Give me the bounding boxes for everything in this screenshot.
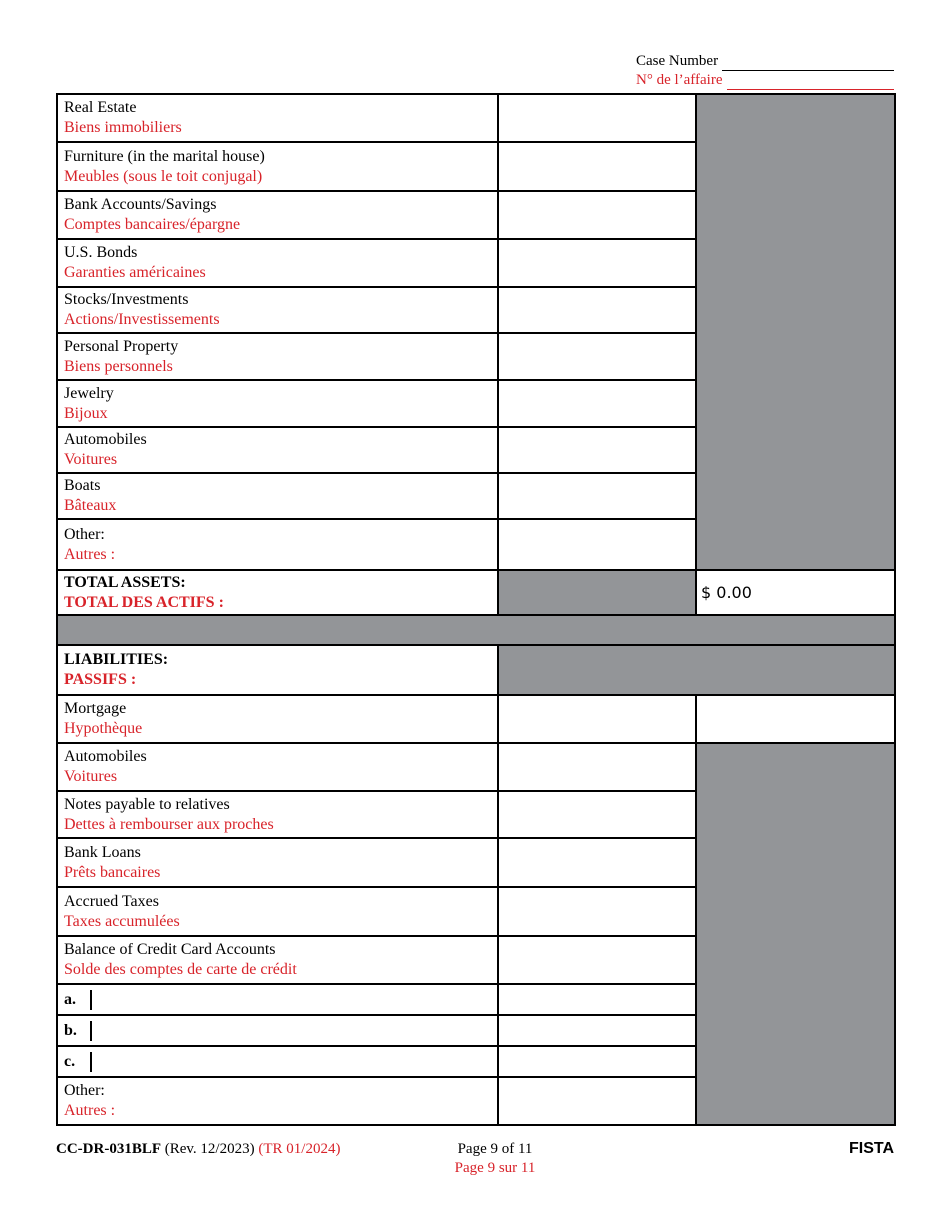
liabilities-header-row [57, 645, 895, 695]
row-label: Bank Loans Prêts bancaires [57, 838, 498, 887]
row-label: Bank Accounts/Savings Comptes bancaires/épargne [57, 191, 498, 239]
row-label: Jewelry Bijoux [57, 380, 498, 427]
row-label: Automobiles Voitures [57, 427, 498, 473]
total-assets-row [57, 570, 895, 615]
row-label: U.S. Bonds Garanties américaines [57, 239, 498, 287]
amount-field[interactable] [498, 94, 696, 142]
separator-row [57, 615, 895, 645]
shaded-cell [696, 743, 895, 1125]
row-label: Accrued Taxes Taxes accumulées [57, 887, 498, 936]
amount-field[interactable] [498, 239, 696, 287]
shaded-cell [696, 94, 895, 570]
case-number-block [636, 52, 894, 90]
amount-field[interactable] [498, 887, 696, 936]
case-number-line [636, 52, 894, 71]
shaded-cell [498, 570, 696, 615]
amount-field[interactable] [498, 695, 696, 743]
row-label: Balance of Credit Card Accounts Solde des comptes de carte de crédit [57, 936, 498, 984]
row-label: Automobiles Voitures [57, 743, 498, 791]
brand-label: FISTA [848, 1140, 894, 1157]
amount-field[interactable] [498, 984, 696, 1015]
total-assets-label: TOTAL ASSETS: TOTAL DES ACTIFS : [57, 570, 498, 615]
shaded-cell [498, 645, 895, 695]
amount-field[interactable] [498, 427, 696, 473]
total-assets-value[interactable]: $ 0.00 [696, 570, 895, 615]
table-row [57, 94, 895, 142]
liabilities-heading: LIABILITIES: PASSIFS : [57, 645, 498, 695]
card-description-field[interactable] [92, 1021, 497, 1041]
amount-field[interactable] [498, 1015, 696, 1046]
row-label: Notes payable to relatives Dettes à rembourser aux proches [57, 791, 498, 838]
case-number-label: Case Number [636, 53, 719, 69]
row-label: Mortgage Hypothèque [57, 695, 498, 743]
row-label: Personal Property Biens personnels [57, 333, 498, 380]
amount-field[interactable] [498, 743, 696, 791]
amount-field[interactable] [498, 936, 696, 984]
form-number: CC-DR-031BLF [56, 1141, 161, 1157]
card-description-field[interactable] [92, 1052, 497, 1072]
table-row [57, 743, 895, 791]
amount-field[interactable] [498, 287, 696, 333]
shaded-cell [57, 615, 895, 645]
line-letter: a. [58, 990, 92, 1010]
case-number-line-fr [636, 71, 894, 90]
form-id [56, 1141, 340, 1158]
amount-field[interactable] [498, 380, 696, 427]
row-label: Boats Bâteaux [57, 473, 498, 519]
row-label: Stocks/Investments Actions/Investissements [57, 287, 498, 333]
row-label: Real Estate Biens immobiliers [57, 94, 498, 142]
amount-field[interactable] [498, 838, 696, 887]
amount-field[interactable] [498, 1077, 696, 1125]
case-number-label-fr: N° de l’affaire [636, 72, 723, 88]
amount-field[interactable] [498, 519, 696, 570]
row-label: Other: Autres : [57, 519, 498, 570]
page-number: Page 9 of 11 Page 9 sur 11 [454, 1141, 536, 1176]
amount-field[interactable] [498, 333, 696, 380]
financial-table [56, 93, 896, 1126]
case-number-field-fr[interactable] [727, 75, 894, 90]
form-revision: (Rev. 12/2023) [164, 1141, 255, 1157]
credit-card-line [57, 1015, 498, 1046]
amount-field[interactable] [498, 191, 696, 239]
amount-field[interactable] [498, 473, 696, 519]
row-label: Furniture (in the marital house) Meubles (sous le toit conjugal) [57, 142, 498, 191]
line-letter: b. [58, 1021, 92, 1041]
credit-card-line [57, 1046, 498, 1077]
row-label: Other: Autres : [57, 1077, 498, 1125]
total-field[interactable] [696, 695, 895, 743]
amount-field[interactable] [498, 142, 696, 191]
line-letter: c. [58, 1052, 92, 1072]
case-number-field[interactable] [722, 56, 894, 71]
card-description-field[interactable] [92, 990, 497, 1010]
table-row [57, 695, 895, 743]
form-translation-revision: (TR 01/2024) [258, 1141, 341, 1157]
amount-field[interactable] [498, 1046, 696, 1077]
credit-card-line [57, 984, 498, 1015]
amount-field[interactable] [498, 791, 696, 838]
